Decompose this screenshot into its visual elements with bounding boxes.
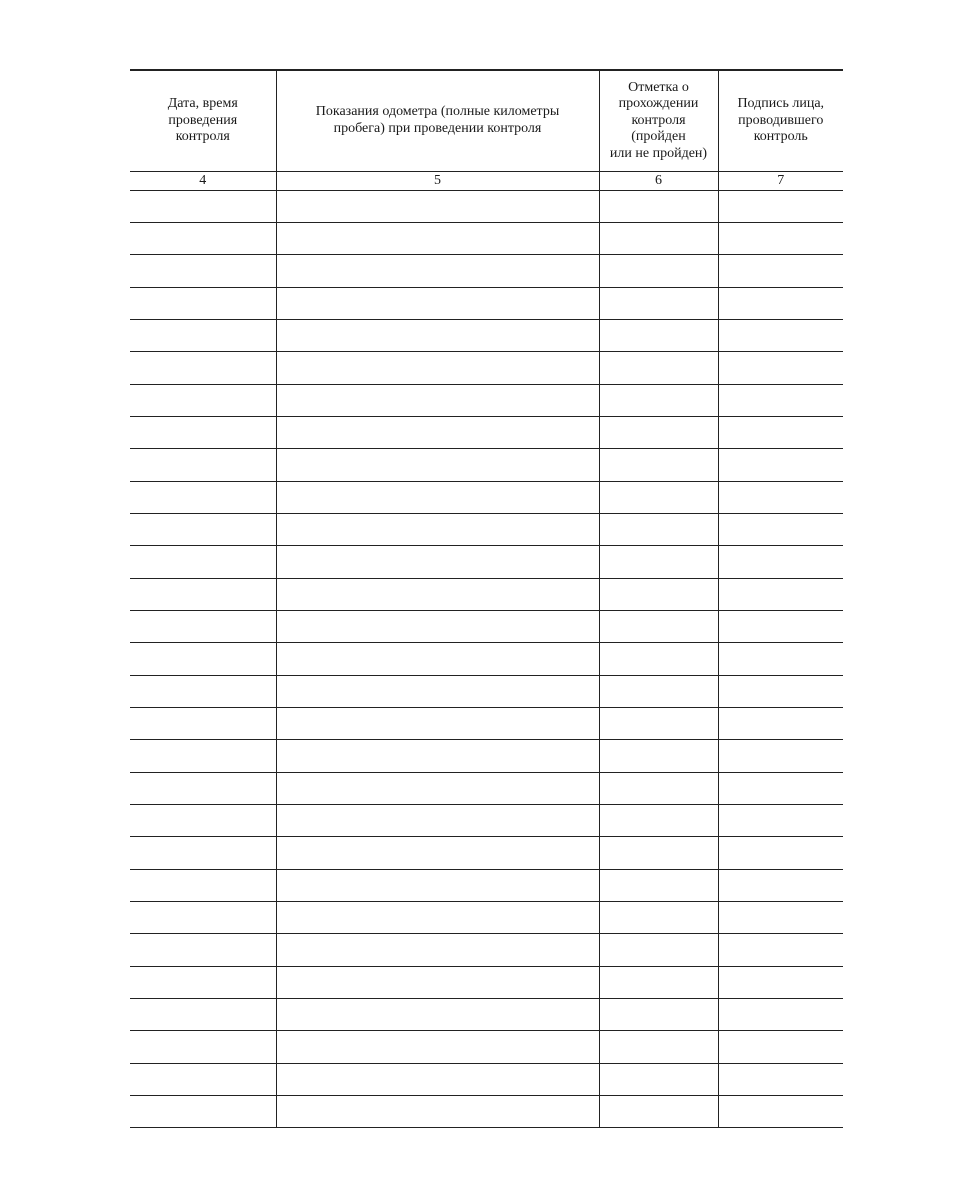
- cell-date-time: [130, 255, 276, 287]
- cell-odometer: [276, 255, 599, 287]
- cell-signature: [718, 643, 843, 675]
- table-row: [130, 255, 843, 287]
- cell-odometer: [276, 546, 599, 578]
- cell-signature: [718, 287, 843, 319]
- cell-odometer: [276, 934, 599, 966]
- cell-signature: [718, 610, 843, 642]
- cell-odometer: [276, 1031, 599, 1063]
- cell-control-mark: [599, 449, 718, 481]
- column-number: 7: [718, 171, 843, 190]
- cell-signature: [718, 416, 843, 448]
- cell-signature: [718, 546, 843, 578]
- cell-date-time: [130, 513, 276, 545]
- cell-control-mark: [599, 805, 718, 837]
- cell-control-mark: [599, 708, 718, 740]
- cell-odometer: [276, 966, 599, 998]
- cell-date-time: [130, 546, 276, 578]
- cell-date-time: [130, 740, 276, 772]
- table-row: [130, 384, 843, 416]
- cell-odometer: [276, 222, 599, 254]
- cell-control-mark: [599, 222, 718, 254]
- cell-control-mark: [599, 643, 718, 675]
- cell-date-time: [130, 287, 276, 319]
- cell-signature: [718, 869, 843, 901]
- cell-signature: [718, 740, 843, 772]
- table-row: [130, 1096, 843, 1128]
- cell-control-mark: [599, 319, 718, 351]
- column-number: 5: [276, 171, 599, 190]
- cell-signature: [718, 578, 843, 610]
- table-body: [130, 190, 843, 1128]
- cell-signature: [718, 190, 843, 222]
- cell-date-time: [130, 1096, 276, 1128]
- cell-signature: [718, 1096, 843, 1128]
- table-row: [130, 481, 843, 513]
- cell-date-time: [130, 837, 276, 869]
- cell-signature: [718, 966, 843, 998]
- cell-signature: [718, 513, 843, 545]
- cell-odometer: [276, 643, 599, 675]
- cell-odometer: [276, 708, 599, 740]
- cell-signature: [718, 675, 843, 707]
- cell-control-mark: [599, 869, 718, 901]
- cell-odometer: [276, 675, 599, 707]
- cell-odometer: [276, 999, 599, 1031]
- cell-date-time: [130, 805, 276, 837]
- table-row: [130, 578, 843, 610]
- cell-control-mark: [599, 384, 718, 416]
- table-row: [130, 740, 843, 772]
- cell-odometer: [276, 837, 599, 869]
- cell-signature: [718, 1063, 843, 1095]
- cell-control-mark: [599, 1063, 718, 1095]
- cell-odometer: [276, 578, 599, 610]
- cell-signature: [718, 837, 843, 869]
- cell-date-time: [130, 869, 276, 901]
- table-row: [130, 869, 843, 901]
- cell-date-time: [130, 902, 276, 934]
- table-row: [130, 416, 843, 448]
- cell-signature: [718, 772, 843, 804]
- cell-control-mark: [599, 416, 718, 448]
- table-row: [130, 1063, 843, 1095]
- column-number: 4: [130, 171, 276, 190]
- column-number-row: [130, 171, 843, 190]
- table-row: [130, 772, 843, 804]
- cell-odometer: [276, 352, 599, 384]
- cell-date-time: [130, 578, 276, 610]
- cell-control-mark: [599, 999, 718, 1031]
- header-odometer: Показания одометра (полные километры пробега) при проведении контроля: [276, 70, 599, 171]
- cell-date-time: [130, 1063, 276, 1095]
- cell-date-time: [130, 610, 276, 642]
- cell-odometer: [276, 481, 599, 513]
- header-date-time: Дата, время проведения контроля: [130, 70, 276, 171]
- cell-control-mark: [599, 740, 718, 772]
- cell-signature: [718, 999, 843, 1031]
- cell-control-mark: [599, 513, 718, 545]
- cell-date-time: [130, 319, 276, 351]
- cell-signature: [718, 805, 843, 837]
- cell-odometer: [276, 449, 599, 481]
- cell-odometer: [276, 902, 599, 934]
- cell-control-mark: [599, 934, 718, 966]
- table-row: [130, 190, 843, 222]
- cell-odometer: [276, 1063, 599, 1095]
- table-row: [130, 999, 843, 1031]
- cell-control-mark: [599, 190, 718, 222]
- cell-signature: [718, 449, 843, 481]
- cell-signature: [718, 1031, 843, 1063]
- table-row: [130, 513, 843, 545]
- table-row: [130, 902, 843, 934]
- cell-odometer: [276, 416, 599, 448]
- cell-odometer: [276, 384, 599, 416]
- header-control-mark: Отметка о прохождении контроля (пройден или не пройден): [599, 70, 718, 171]
- cell-odometer: [276, 805, 599, 837]
- table-row: [130, 708, 843, 740]
- header-row: [130, 70, 843, 171]
- cell-odometer: [276, 740, 599, 772]
- header-signature: Подпись лица, проводившего контроль: [718, 70, 843, 171]
- cell-control-mark: [599, 481, 718, 513]
- cell-date-time: [130, 416, 276, 448]
- cell-date-time: [130, 384, 276, 416]
- cell-control-mark: [599, 1031, 718, 1063]
- cell-control-mark: [599, 578, 718, 610]
- column-number: 6: [599, 171, 718, 190]
- cell-date-time: [130, 352, 276, 384]
- cell-odometer: [276, 190, 599, 222]
- table-row: [130, 643, 843, 675]
- table-row: [130, 1031, 843, 1063]
- cell-odometer: [276, 869, 599, 901]
- table-row: [130, 319, 843, 351]
- cell-signature: [718, 902, 843, 934]
- cell-odometer: [276, 610, 599, 642]
- table-row: [130, 222, 843, 254]
- table-row: [130, 805, 843, 837]
- cell-date-time: [130, 966, 276, 998]
- table-row: [130, 675, 843, 707]
- cell-date-time: [130, 772, 276, 804]
- table-row: [130, 287, 843, 319]
- cell-control-mark: [599, 287, 718, 319]
- cell-signature: [718, 934, 843, 966]
- cell-signature: [718, 352, 843, 384]
- cell-control-mark: [599, 610, 718, 642]
- cell-signature: [718, 708, 843, 740]
- table-row: [130, 934, 843, 966]
- cell-odometer: [276, 319, 599, 351]
- table-row: [130, 546, 843, 578]
- cell-control-mark: [599, 352, 718, 384]
- cell-date-time: [130, 449, 276, 481]
- cell-control-mark: [599, 772, 718, 804]
- cell-signature: [718, 481, 843, 513]
- cell-control-mark: [599, 902, 718, 934]
- table-row: [130, 610, 843, 642]
- cell-control-mark: [599, 675, 718, 707]
- cell-control-mark: [599, 546, 718, 578]
- cell-control-mark: [599, 255, 718, 287]
- table-row: [130, 837, 843, 869]
- cell-control-mark: [599, 837, 718, 869]
- table-row: [130, 449, 843, 481]
- cell-odometer: [276, 513, 599, 545]
- cell-date-time: [130, 999, 276, 1031]
- cell-control-mark: [599, 966, 718, 998]
- cell-odometer: [276, 1096, 599, 1128]
- cell-date-time: [130, 481, 276, 513]
- cell-date-time: [130, 934, 276, 966]
- cell-date-time: [130, 643, 276, 675]
- cell-date-time: [130, 222, 276, 254]
- cell-date-time: [130, 1031, 276, 1063]
- cell-odometer: [276, 772, 599, 804]
- cell-signature: [718, 255, 843, 287]
- cell-signature: [718, 319, 843, 351]
- cell-date-time: [130, 675, 276, 707]
- cell-signature: [718, 222, 843, 254]
- cell-date-time: [130, 190, 276, 222]
- cell-date-time: [130, 708, 276, 740]
- cell-odometer: [276, 287, 599, 319]
- control-log-table: [130, 69, 843, 1128]
- cell-control-mark: [599, 1096, 718, 1128]
- cell-signature: [718, 384, 843, 416]
- table-row: [130, 966, 843, 998]
- table-row: [130, 352, 843, 384]
